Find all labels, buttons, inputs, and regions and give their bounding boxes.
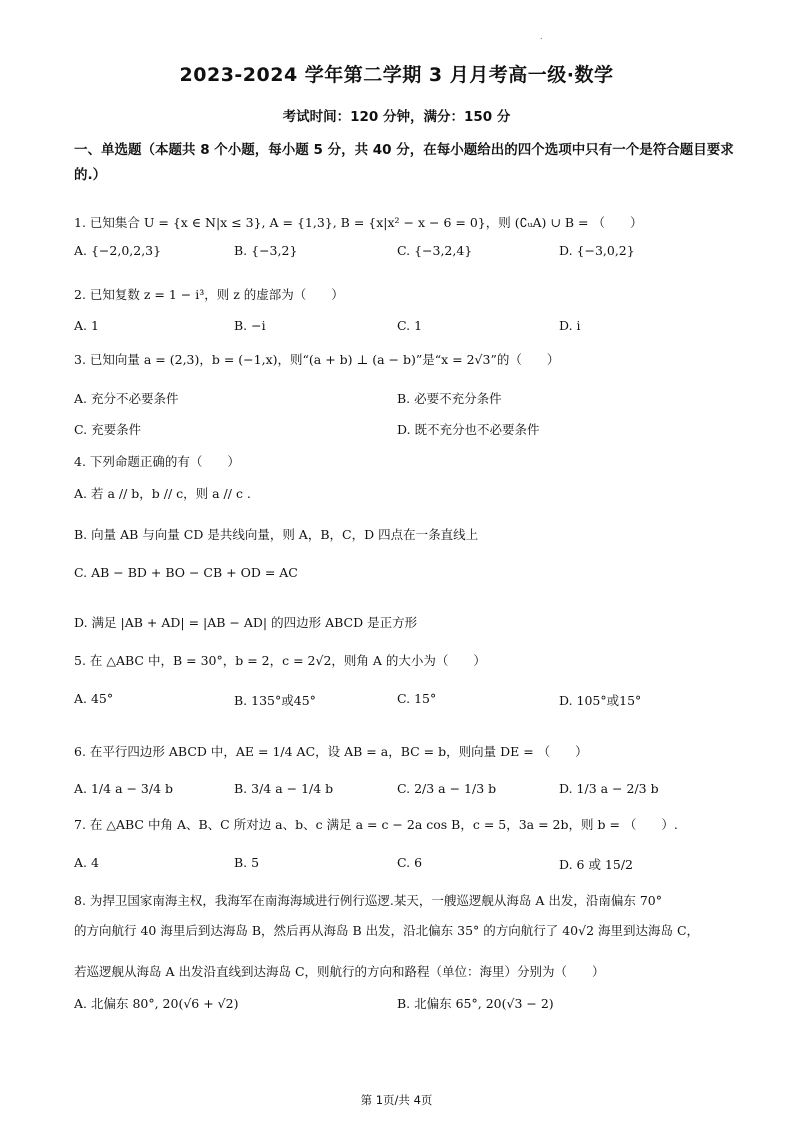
section-heading: 一、单选题（本题共 8 个小题，每小题 5 分，共 40 分，在每小题给出的四个选项中只有一个是符合题目要求的.） [74,142,734,183]
question-8-line-3: 若巡逻舰从海岛 A 出发沿直线到达海岛 C，则航行的方向和路程（单位：海里）分别为（ ） [74,964,605,979]
q2-option-a: A. 1 [74,318,99,333]
q7-option-b: B. 5 [234,855,260,870]
page-footer: 第 1页/共 4页 [360,1093,433,1107]
q4-option-b: B. 向量 AB 与向量 CD 是共线向量，则 A，B，C，D 四点在一条直线上 [74,527,479,542]
question-2-stem: 2. 已知复数 z = 1 − i³，则 z 的虚部为（ ） [74,287,344,302]
q6-option-d: D. 1/3 a − 2/3 b [559,781,659,796]
q1-option-b: B. {−3,2} [234,243,298,258]
q3-option-c: C. 充要条件 [74,422,142,437]
q6-option-b: B. 3/4 a − 1/4 b [234,781,334,796]
q6-option-a: A. 1/4 a − 3/4 b [74,781,174,796]
q2-option-b: B. −i [234,318,266,333]
q5-option-d: D. 105°或15° [559,693,642,708]
q8-option-a: A. 北偏东 80°, 20(√6 + √2) [74,996,239,1011]
question-7-stem: 7. 在 △ABC 中角 A、B、C 所对边 a、b、c 满足 a = c − 2a cos B，c = 5，3a = 2b，则 b = （ ）. [74,817,678,832]
question-6-stem: 6. 在平行四边形 ABCD 中，AE = 1/4 AC，设 AB = a，BC = b，则向量 DE = （ ） [74,744,588,759]
q6-option-c: C. 2/3 a − 1/3 b [397,781,497,796]
q3-option-b: B. 必要不充分条件 [397,391,502,406]
q2-option-d: D. i [559,318,581,333]
question-1-stem: 1. 已知集合 U = {x ∈ N|x ≤ 3}, A = {1,3}, B = {x|x² − x − 6 = 0}，则 (∁ᵤA) ∪ B = （ ） [74,215,643,230]
question-3-stem: 3. 已知向量 a = (2,3)，b = (−1,x)，则“(a + b) ⊥ (a − b)”是“x = 2√3”的（ ） [74,352,560,367]
q1-option-a: A. {−2,0,2,3} [74,243,162,258]
question-4-stem: 4. 下列命题正确的有（ ） [74,454,240,469]
q3-option-a: A. 充分不必要条件 [74,391,179,406]
q5-option-c: C. 15° [397,691,437,706]
question-8-line-1: 8. 为捍卫国家南海主权，我海军在南海海域进行例行巡逻.某天，一艘巡逻舰从海岛 A 出发，沿南偏东 70° [74,893,662,908]
q4-option-c: C. AB − BD + BO − CB + OD = AC [74,565,298,580]
q7-option-d: D. 6 或 15/2 [559,857,633,872]
question-8-line-2: 的方向航行 40 海里后到达海岛 B，然后再从海岛 B 出发，沿北偏东 35° 的方向航行了 40√2 海里到达海岛 C， [74,923,700,938]
q5-option-a: A. 45° [74,691,114,706]
scan-dot: . [540,32,543,41]
exam-info: 考试时间：120 分钟，满分：150 分 [282,109,511,125]
q3-option-d: D. 既不充分也不必要条件 [397,422,540,437]
q5-option-b: B. 135°或45° [234,693,316,708]
q7-option-a: A. 4 [74,855,99,870]
q4-option-d: D. 满足 |AB + AD| = |AB − AD| 的四边形 ABCD 是正方形 [74,615,418,630]
q1-option-d: D. {−3,0,2} [559,243,635,258]
question-5-stem: 5. 在 △ABC 中，B = 30°，b = 2，c = 2√2，则角 A 的大小为（ ） [74,653,486,668]
exam-title: 2023-2024 学年第二学期 3 月月考高一级·数学 [179,64,614,86]
q1-option-c: C. {−3,2,4} [397,243,473,258]
q4-option-a: A. 若 a // b，b // c，则 a // c . [74,486,251,501]
q2-option-c: C. 1 [397,318,423,333]
q7-option-c: C. 6 [397,855,423,870]
q8-option-b: B. 北偏东 65°, 20(√3 − 2) [397,996,554,1011]
